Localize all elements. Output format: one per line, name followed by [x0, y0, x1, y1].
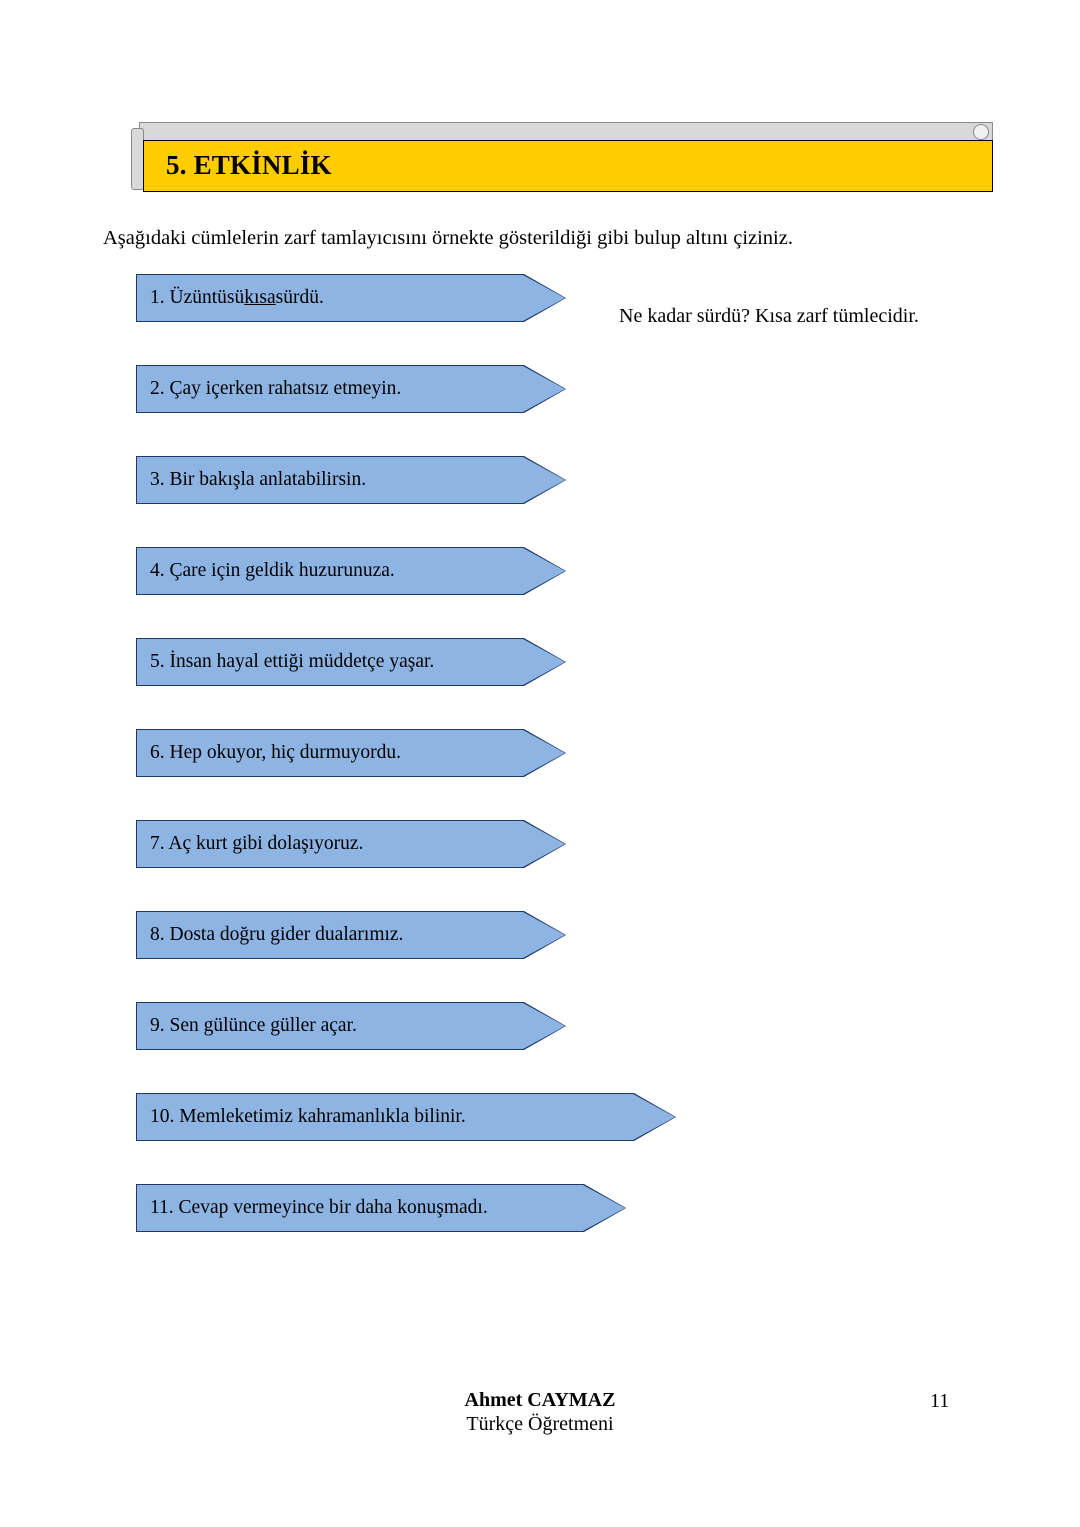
sentence-text: [150, 1093, 466, 1141]
list-item: [136, 365, 836, 456]
sentence-prefix: 7. Aç kurt gibi dolaşıyoruz.: [150, 833, 364, 854]
sentence-prefix: 8. Dosta doğru gider dualarımız.: [150, 924, 404, 945]
banner-body: [143, 140, 993, 192]
sentence-text: [150, 820, 363, 868]
sentence-suffix: sürdü.: [275, 287, 324, 308]
sentence-prefix: 4. Çare için geldik huzurunuza.: [150, 560, 395, 581]
banner-right-pin-icon: [973, 124, 989, 140]
sample-answer-text: Ne kadar sürdü? Kısa zarf tümlecidir.: [619, 305, 919, 327]
list-item: [136, 911, 836, 1002]
sentence-prefix: 1. Üzüntüsü: [150, 287, 245, 308]
sentence-prefix: 6. Hep okuyor, hiç durmuyordu.: [150, 742, 402, 763]
sentence-prefix: 3. Bir bakışla anlatabilirsin.: [150, 469, 367, 490]
sentence-prefix: 11. Cevap vermeyince bir daha konuşmadı.: [150, 1197, 488, 1218]
instruction-text: Aşağıdaki cümlelerin zarf tamlayıcısını örnekte gösterildiği gibi bulup altını çiziniz.: [103, 227, 793, 249]
sentence-text: [150, 1184, 488, 1232]
list-item: [136, 638, 836, 729]
footer-author: Ahmet CAYMAZ: [464, 1389, 616, 1411]
list-item: [136, 1002, 836, 1093]
sentence-prefix: 10. Memleketimiz kahramanlıkla bilinir.: [150, 1106, 466, 1127]
list-item: [136, 456, 836, 547]
footer-role: Türkçe Öğretmeni: [466, 1413, 614, 1435]
list-item: [136, 729, 836, 820]
sentence-prefix: 5. İnsan hayal ettiği müddetçe yaşar.: [150, 651, 435, 672]
sentence-text: [150, 1002, 357, 1050]
sentence-prefix: 2. Çay içerken rahatsız etmeyin.: [150, 378, 402, 399]
page-number: 11: [930, 1390, 950, 1412]
list-item: [136, 547, 836, 638]
sentence-text: [150, 456, 366, 504]
list-item: [136, 1093, 836, 1184]
sentence-text: [150, 638, 434, 686]
activity-banner: [131, 122, 993, 200]
sentence-text: [150, 365, 401, 413]
sentence-text: [150, 729, 401, 777]
page-title: 5. ETKİNLİK: [166, 150, 332, 180]
list-item: [136, 274, 836, 365]
list-item: [136, 820, 836, 911]
list-item: [136, 1184, 836, 1275]
sentence-list: [136, 274, 836, 1275]
sentence-text: [150, 274, 324, 322]
sentence-prefix: 9. Sen gülünce güller açar.: [150, 1015, 357, 1036]
sentence-text: [150, 547, 395, 595]
sentence-text: [150, 911, 403, 959]
underlined-answer: kısa: [244, 287, 276, 308]
